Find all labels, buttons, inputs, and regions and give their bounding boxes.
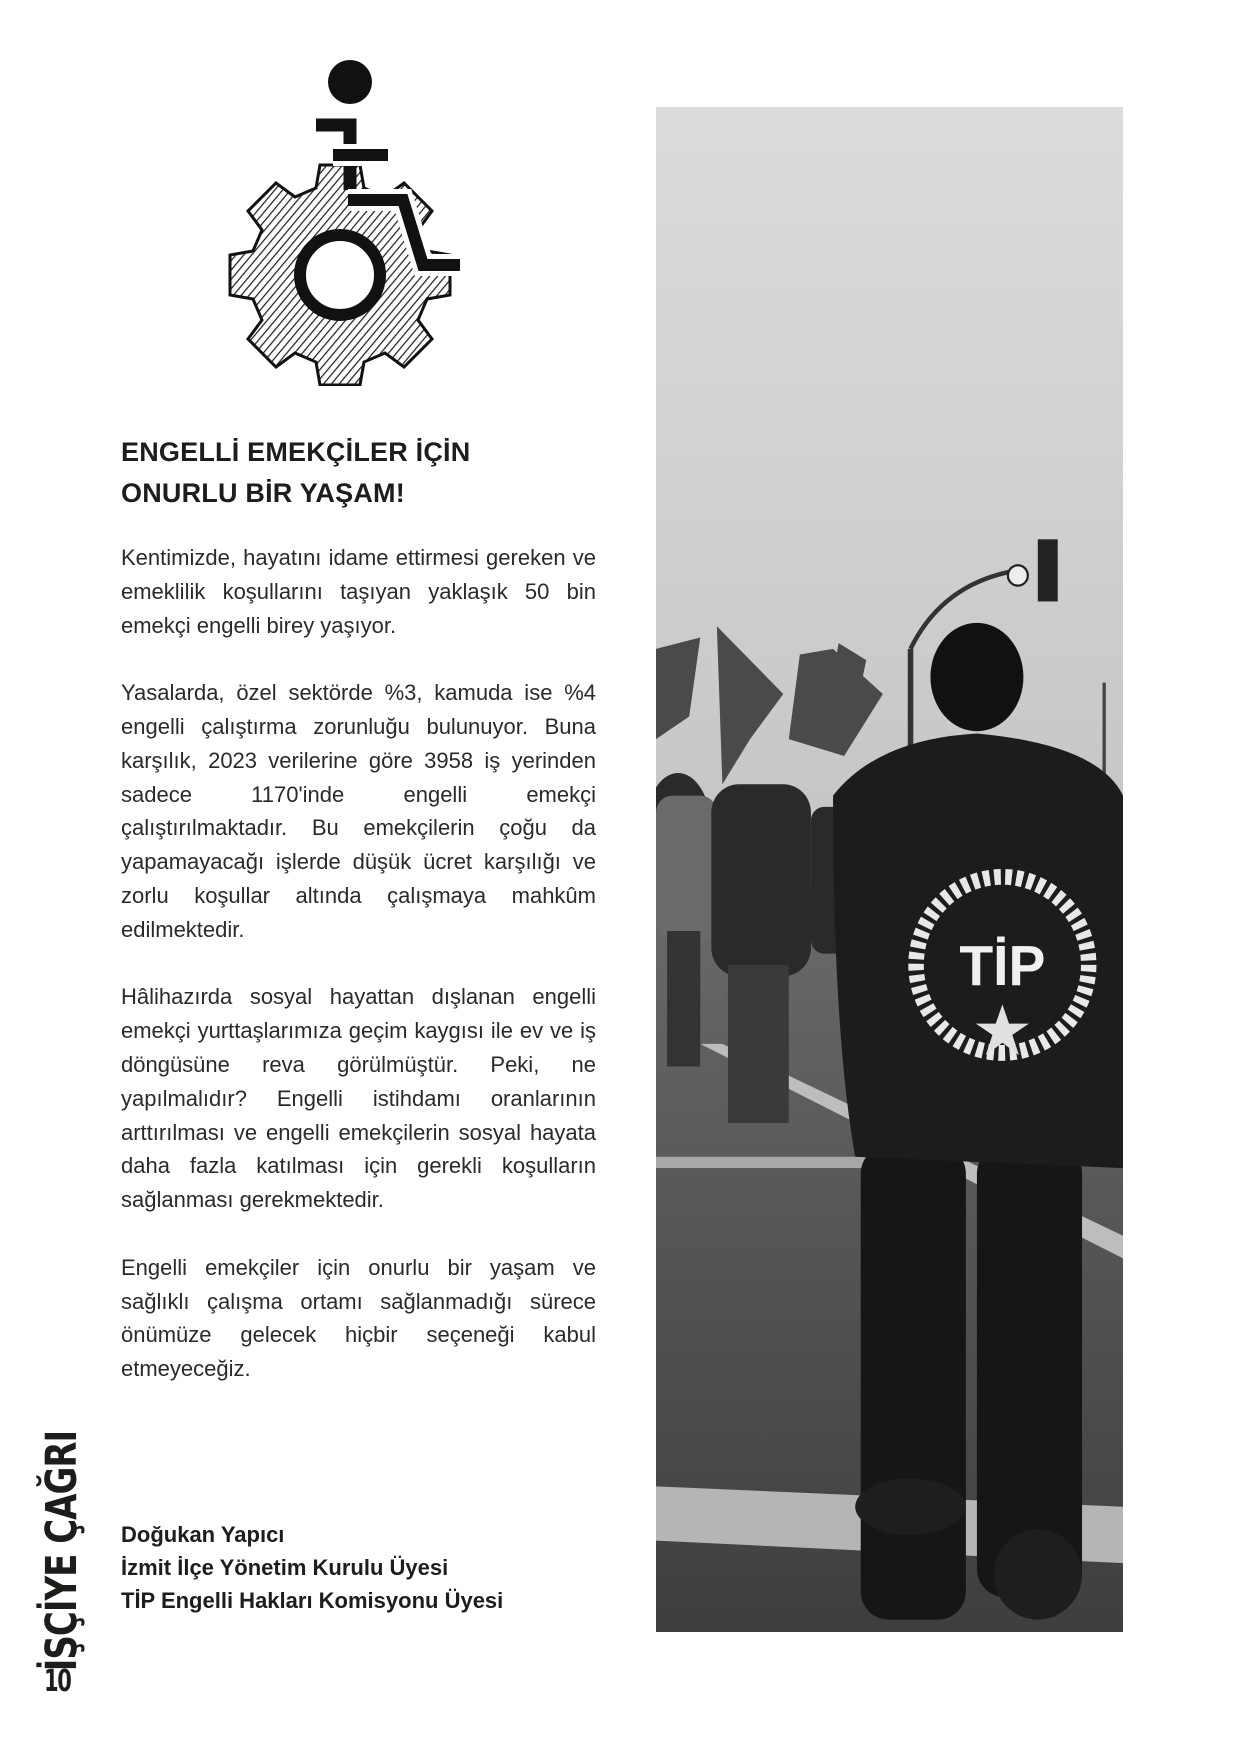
author-role: İzmit İlçe Yönetim Kurulu Üyesi xyxy=(121,1555,449,1580)
author-signature xyxy=(121,1518,601,1617)
article-body xyxy=(121,541,596,1420)
march-photo xyxy=(656,107,1123,1632)
paragraph: Engelli emekçiler için onurlu bir yaşam ve sağlıklı çalışma ortamı sağlanmadığı sürece önümüze gelecek hiçbir seçeneği kabul etmeyeceğiz. xyxy=(121,1254,596,1382)
publication-name xyxy=(37,1430,87,1672)
person-silhouette xyxy=(833,623,1123,1620)
author-role: TİP Engelli Hakları Komisyonu Üyesi xyxy=(121,1588,504,1613)
article-title xyxy=(121,432,601,514)
author-name: Doğukan Yapıcı xyxy=(121,1522,285,1547)
tip-logo-text: TİP xyxy=(959,933,1046,998)
page-number: 10 xyxy=(44,1664,71,1699)
wheelchair-gear-icon xyxy=(228,60,498,386)
paragraph: Kentimizde, hayatını idame ettirmesi gereken ve emeklilik koşullarını taşıyan yaklaşık 50 bin emekçi engelli birey yaşıyor. xyxy=(121,545,596,638)
title-line: ONURLU BİR YAŞAM! xyxy=(121,478,405,508)
paragraph: Yasalarda, özel sektörde %3, kamuda ise %4 engelli çalıştırma zorunluğu bulunuyor. Buna karşılık, 2023 verilerine göre 3958 iş yerinden sadece 1170'inde engelli emekçi çalıştırılmaktadır. Bu emekçilerin çoğu da yapamayacağı işlerde düşük ücret karşılığı ve zorlu koşullar altında çalışmaya mahkûm edilmektedir. xyxy=(121,680,596,942)
paragraph: Hâlihazırda sosyal hayattan dışlanan engelli emekçi yurttaşlarımıza geçim kaygısı ile ev ve iş döngüsüne reva görülmüştür. Peki, ne yapılmalıdır? Engelli istihdamı oranlarının arttırılması ve engelli emekçilerin sosyal hayata daha fazla katılması için gerekli koşulların sağlanması gerekmektedir. xyxy=(121,984,596,1213)
publication-name-text: İŞÇİYE ÇAĞRI xyxy=(37,1430,87,1672)
title-line: ENGELLİ EMEKÇİLER İÇİN xyxy=(121,437,471,467)
